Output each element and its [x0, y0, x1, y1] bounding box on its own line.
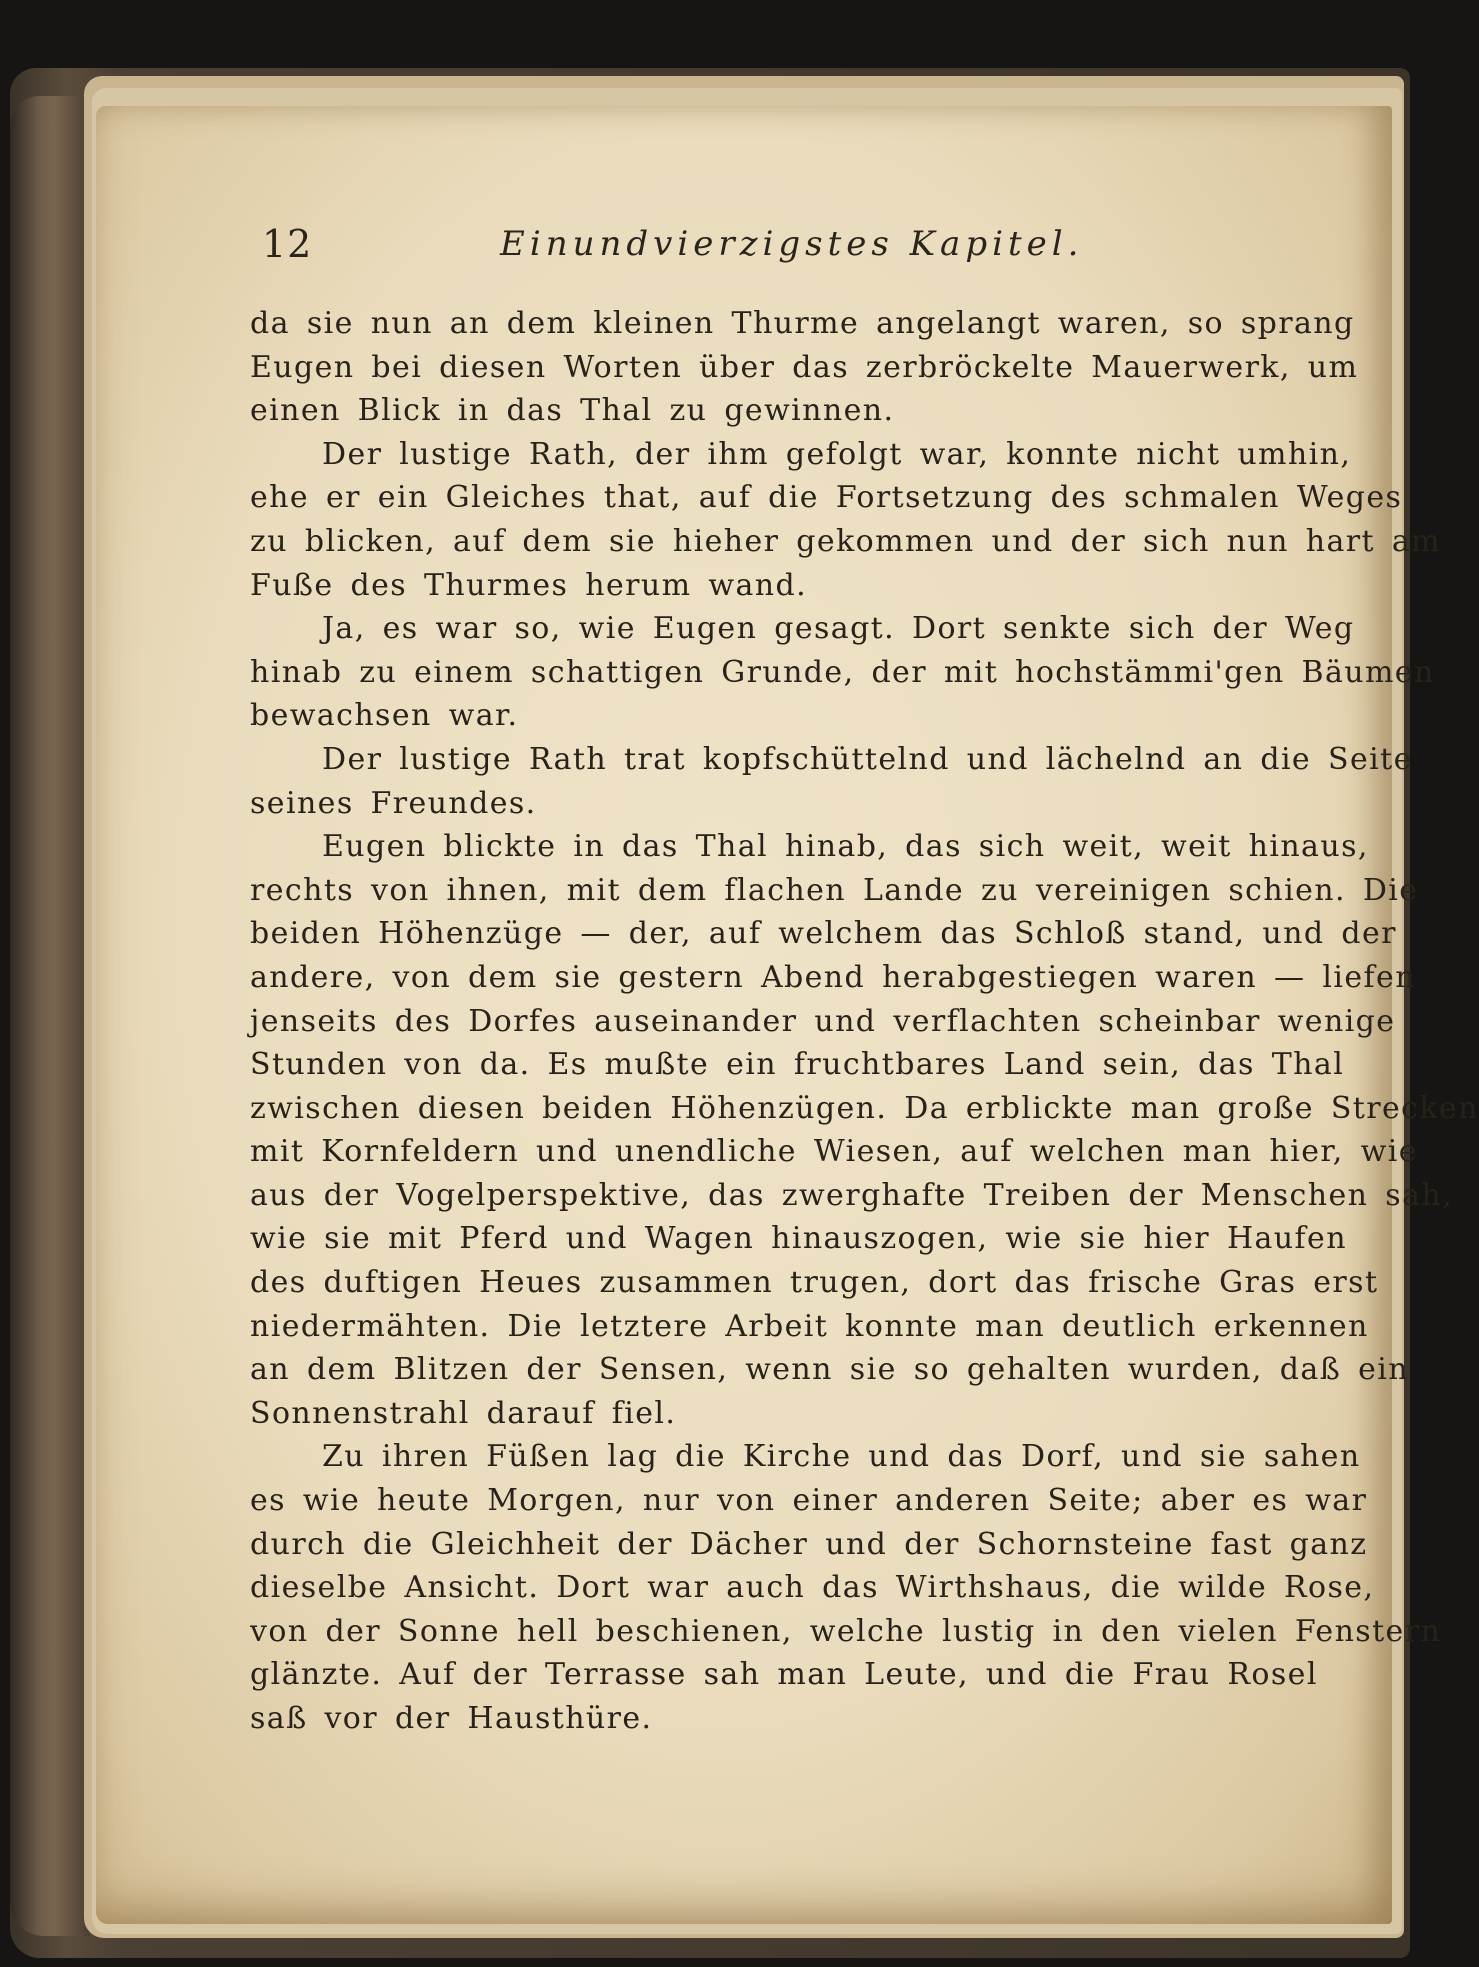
text-line: Sonnenstrahl darauf fiel. — [250, 1395, 677, 1431]
text-line: aus der Vogelperspektive, das zwerghafte Treiben der Menschen sah, — [250, 1177, 1454, 1213]
text-line: es wie heute Morgen, nur von einer anderen Seite; aber es war — [250, 1483, 1368, 1519]
text-line: rechts von ihnen, mit dem flachen Lande zu vereinigen schien. Die — [250, 872, 1419, 908]
text-line: beiden Höhenzüge — der, auf welchem das Schloß stand, und der — [250, 916, 1397, 952]
text-line: dieselbe Ansicht. Dort war auch das Wirthshaus, die wilde Rose, — [250, 1570, 1375, 1606]
text-line: saß vor der Hausthüre. — [250, 1701, 653, 1736]
chapter-title: Einundvierzigstes Kapitel. — [500, 224, 1084, 264]
text-line: Fuße des Thurmes herum wand. — [250, 567, 808, 603]
text-line: Stunden von da. Es mußte ein fruchtbares Land sein, das Thal — [250, 1047, 1345, 1083]
text-line: jenseits des Dorfes auseinander und verflachten scheinbar wenige — [250, 1003, 1396, 1039]
text-line: seines Freundes. — [250, 785, 537, 821]
text-line: Eugen blickte in das Thal hinab, das sich weit, weit hinaus, — [322, 829, 1369, 865]
text-line: da sie nun an dem kleinen Thurme angelangt waren, so sprang — [250, 306, 1355, 341]
page-number: 12 — [262, 222, 313, 266]
text-line: hinab zu einem schattigen Grunde, der mit hochstämmi'gen Bäumen — [250, 654, 1435, 690]
text-line: von der Sonne hell beschienen, welche lustig in den vielen Fenstern — [250, 1613, 1442, 1649]
text-line: zwischen diesen beiden Höhenzügen. Da erblickte man große Strecken — [250, 1090, 1479, 1126]
text-line: zu blicken, auf dem sie hieher gekommen und der sich nun hart am — [250, 523, 1442, 559]
book-spine — [10, 96, 90, 1936]
text-line: einen Blick in das Thal zu gewinnen. — [250, 393, 895, 429]
text-line: Der lustige Rath, der ihm gefolgt war, konnte nicht umhin, — [322, 436, 1352, 472]
page-header — [262, 222, 1252, 282]
text-line: glänzte. Auf der Terrasse sah man Leute, und die Frau Rosel — [250, 1657, 1318, 1693]
text-line: wie sie mit Pferd und Wagen hinauszogen, wie sie hier Haufen — [250, 1221, 1347, 1257]
text-line: des duftigen Heues zusammen trugen, dort das frische Gras erst — [250, 1265, 1379, 1301]
text-line: bewachsen war. — [250, 698, 519, 734]
text-line: Eugen bei diesen Worten über das zerbröckelte Mauerwerk, um — [250, 349, 1359, 385]
text-line: Zu ihren Füßen lag die Kirche und das Dorf, und sie sahen — [322, 1439, 1361, 1475]
text-line: niedermähten. Die letztere Arbeit konnte man deutlich erkennen — [250, 1308, 1369, 1344]
text-line: ehe er ein Gleiches that, auf die Fortsetzung des schmalen Weges — [250, 480, 1403, 516]
text-line: andere, von dem sie gestern Abend herabgestiegen waren — liefen — [250, 959, 1416, 995]
text-line: mit Kornfeldern und unendliche Wiesen, auf welchen man hier, wie — [250, 1134, 1418, 1170]
text-line: Ja, es war so, wie Eugen gesagt. Dort senkte sich der Weg — [322, 611, 1355, 647]
body-text — [250, 302, 1479, 1741]
text-line: durch die Gleichheit der Dächer und der Schornsteine fast ganz — [250, 1526, 1368, 1562]
text-line: an dem Blitzen der Sensen, wenn sie so gehalten wurden, daß ein — [250, 1352, 1409, 1388]
text-line: Der lustige Rath trat kopfschüttelnd und lächelnd an die Seite — [322, 741, 1413, 777]
